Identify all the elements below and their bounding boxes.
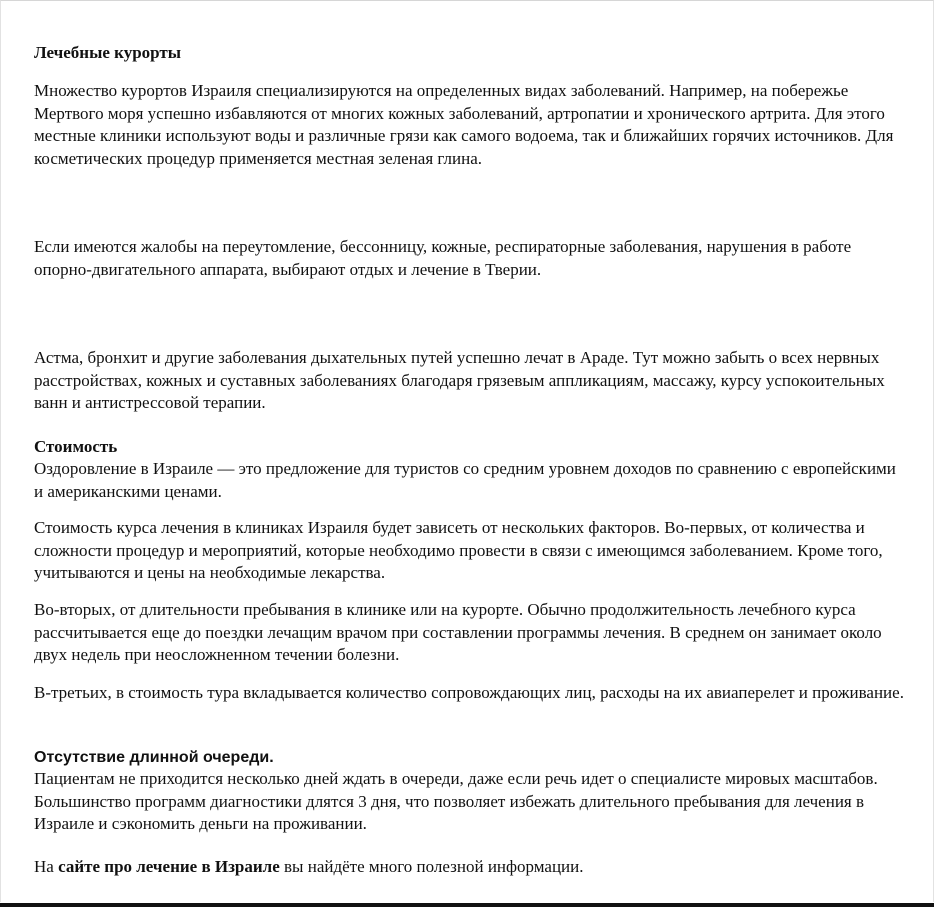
footer-prefix: На (34, 857, 59, 876)
heading-queue: Отсутствие длинной очереди. (34, 749, 274, 766)
heading-resorts: Лечебные курорты (34, 43, 182, 62)
paragraph-cost-factors: Стоимость курса лечения в клиниках Израиля будет зависеть от нескольких факторов. Во-первых, от количества и сложности процедур и мероприятий, которые необходимо провести в связи с имеющимся заболеванием. Кроме того, учитываются и цены на необходимые лекарства. (34, 518, 883, 582)
heading-cost: Стоимость (34, 437, 118, 456)
paragraph-resorts-dead-sea: Множество курортов Израиля специализируются на определенных видах заболеваний. Например, на побережье Мертвого моря успешно избавляются от многих кожных заболеваний, артропатии и хронического артрита. Для этого местные клиники используют воды и различные грязи как самого водоема, так и ближайших горячих источников. Для косметических процедур применяется местная зеленая глина. (34, 81, 894, 168)
paragraph-queue: Пациентам не приходится несколько дней ждать в очереди, даже если речь идет о специалисте мировых масштабов. Большинство программ диагностики длятся 3 дня, что позволяет избежать длительного пребывания для лечения в Израиле и сэкономить деньги на проживании. (34, 769, 878, 833)
paragraph-resorts-tiberias: Если имеются жалобы на переутомление, бессонницу, кожные, респираторные заболевания, нарушения в работе опорно-двигательного аппарата, выбирают отдых и лечение в Тверии. (34, 237, 852, 279)
site-link-text: сайте про лечение в Израиле (58, 857, 280, 876)
footer-info-line (34, 856, 904, 879)
paragraph-cost-companions: В-третьих, в стоимость тура вкладывается количество сопровождающих лиц, расходы на их авиаперелет и проживание. (34, 683, 904, 702)
paragraph-resorts-arad: Астма, бронхит и другие заболевания дыхательных путей успешно лечат в Араде. Тут можно забыть о всех нервных расстройствах, кожных и суставных заболеваниях благодаря грязевым аппликациям, массажу, курсу успокоительных ванн и антистрессовой терапии. (34, 348, 885, 412)
paragraph-cost-intro: Оздоровление в Израиле — это предложение для туристов со средним уровнем доходов по сравнению с европейскими и американскими ценами. (34, 459, 896, 501)
footer-suffix: вы найдёте много полезной информации. (279, 857, 584, 876)
bottom-border (0, 903, 934, 907)
paragraph-cost-duration: Во-вторых, от длительности пребывания в клинике или на курорте. Обычно продолжительность лечебного курса рассчитывается еще до поездки лечащим врачом при составлении программы лечения. В среднем он занимает около двух недель при неосложненном течении болезни. (34, 600, 882, 664)
